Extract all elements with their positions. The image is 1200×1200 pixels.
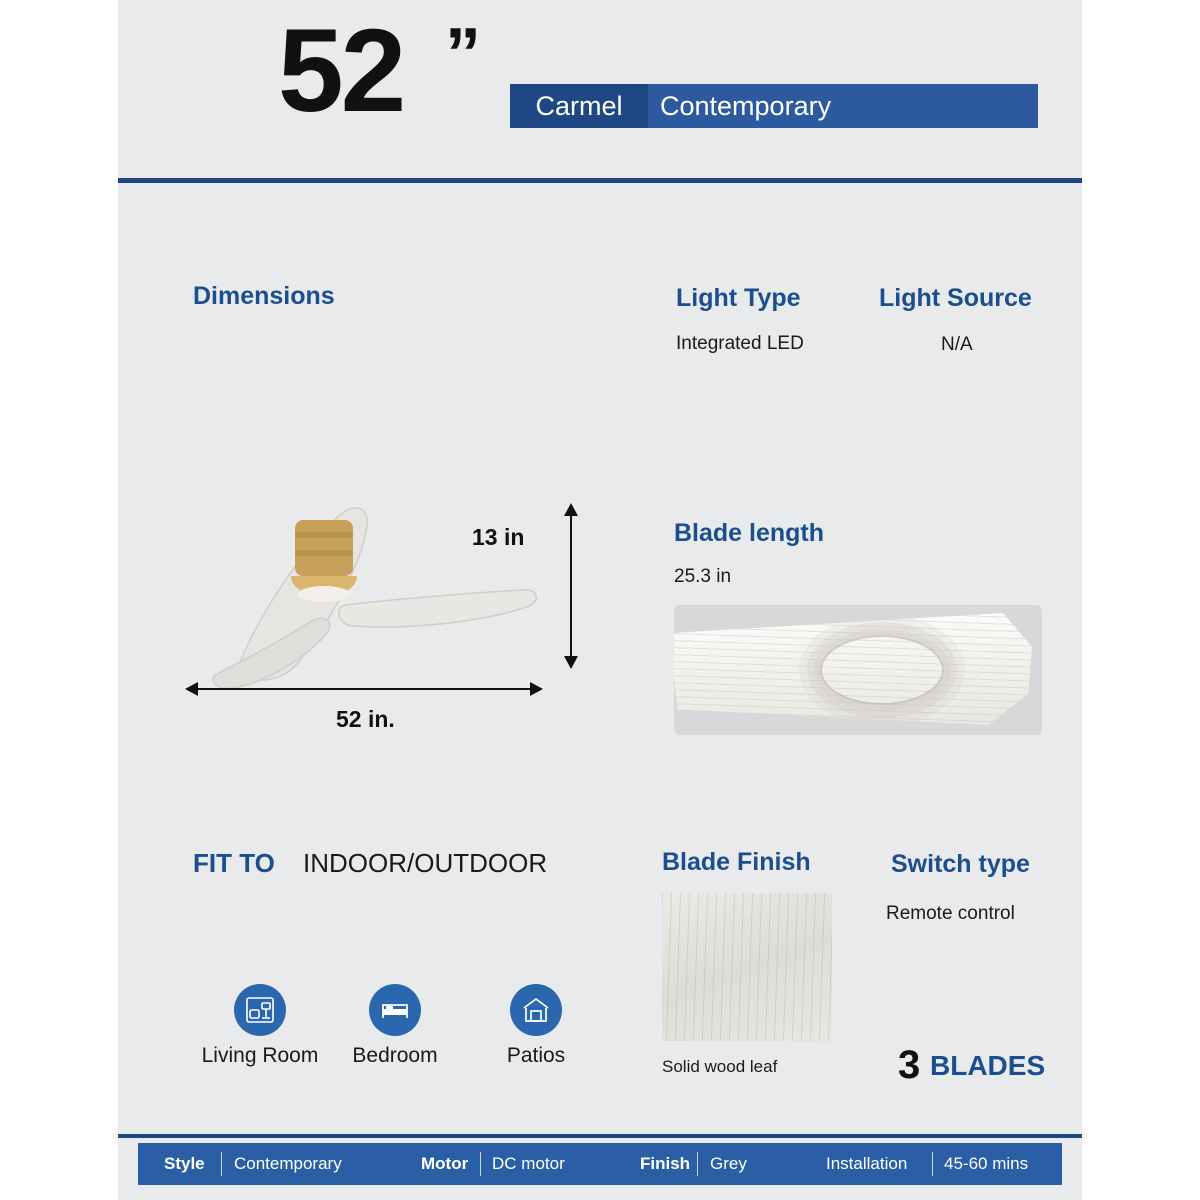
width-arrow-right bbox=[530, 682, 543, 696]
footer-value-finish: Grey bbox=[710, 1154, 747, 1173]
header-divider bbox=[118, 178, 1082, 183]
footer-key-style: Style bbox=[164, 1154, 205, 1173]
bedroom-icon bbox=[369, 984, 421, 1036]
header bbox=[118, 0, 1082, 182]
fit-to-value: INDOOR/OUTDOOR bbox=[303, 848, 548, 878]
fan-size-unit: ” bbox=[445, 14, 481, 94]
blade-finish-caption: Solid wood leaf bbox=[662, 1057, 778, 1076]
footer-key-finish: Finish bbox=[640, 1154, 691, 1173]
width-arrow-left bbox=[185, 682, 198, 696]
ceiling-fan-drawing bbox=[185, 470, 585, 730]
room-icons-row bbox=[190, 984, 610, 1094]
footer-separator bbox=[932, 1152, 933, 1176]
fan-illustration bbox=[185, 470, 585, 730]
height-dimension-line bbox=[570, 512, 572, 667]
light-source-heading: Light Source bbox=[879, 284, 1032, 312]
room-item-bedroom bbox=[325, 984, 465, 1068]
light-type-value: Integrated LED bbox=[676, 333, 804, 354]
light-type-heading: Light Type bbox=[676, 284, 801, 312]
footer-key-installation: Installation bbox=[826, 1154, 908, 1173]
blade-length-heading: Blade length bbox=[674, 519, 825, 547]
blade-length-value: 25.3 in bbox=[674, 566, 732, 587]
room-item-patios bbox=[466, 984, 606, 1068]
switch-type-value: Remote control bbox=[886, 903, 1015, 924]
style-name: Contemporary bbox=[660, 91, 832, 121]
blades-label: BLADES bbox=[930, 1050, 1046, 1081]
patio-icon bbox=[510, 984, 562, 1036]
blade-finish-heading: Blade Finish bbox=[662, 848, 811, 876]
footer-spec-bar bbox=[138, 1143, 1062, 1185]
blade-knot-detail bbox=[820, 635, 944, 705]
footer-key-motor: Motor bbox=[421, 1154, 469, 1173]
width-label: 52 in. bbox=[336, 706, 395, 732]
blade-photo bbox=[674, 605, 1042, 735]
blade-finish-swatch bbox=[662, 893, 832, 1041]
height-label: 13 in bbox=[472, 524, 525, 550]
footer-value-style: Contemporary bbox=[234, 1154, 342, 1173]
dimensions-heading: Dimensions bbox=[193, 282, 335, 310]
room-item-living-room bbox=[190, 984, 330, 1068]
footer-value-motor: DC motor bbox=[492, 1154, 565, 1173]
blades-count: 3 bbox=[898, 1043, 921, 1087]
footer-separator bbox=[221, 1152, 222, 1176]
height-arrow-top bbox=[564, 503, 578, 516]
fan-size-number: 52 bbox=[278, 5, 404, 137]
blade-shape bbox=[674, 613, 1032, 725]
footer-divider bbox=[118, 1134, 1082, 1138]
fit-to-heading: FIT TO bbox=[193, 848, 275, 878]
finish-grain-texture bbox=[662, 893, 832, 1041]
footer-separator bbox=[480, 1152, 481, 1176]
room-label: Patios bbox=[506, 1044, 566, 1067]
model-name: Carmel bbox=[535, 91, 623, 121]
living-room-icon bbox=[234, 984, 286, 1036]
footer-value-installation: 45-60 mins bbox=[944, 1154, 1029, 1173]
model-title-band bbox=[510, 84, 1038, 128]
width-dimension-line bbox=[188, 688, 540, 690]
room-label: Bedroom bbox=[352, 1044, 438, 1067]
height-arrow-bottom bbox=[564, 656, 578, 669]
room-label: Living Room bbox=[201, 1044, 319, 1067]
light-source-value: N/A bbox=[941, 334, 973, 355]
switch-type-heading: Switch type bbox=[891, 850, 1030, 878]
footer-separator bbox=[697, 1152, 698, 1176]
